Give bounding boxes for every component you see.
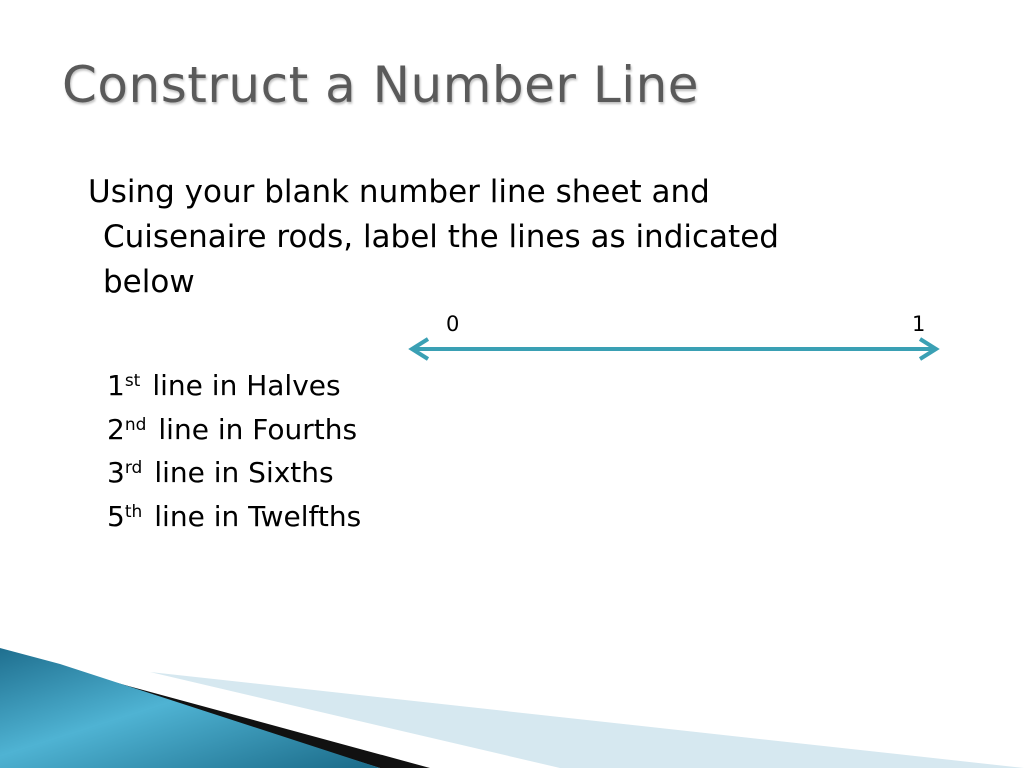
- item-number: 1: [107, 369, 125, 402]
- item-number: 5: [107, 499, 125, 533]
- item-text: line in Fourths: [158, 412, 358, 446]
- list-item: [107, 408, 361, 452]
- item-text: line in Halves: [152, 369, 341, 402]
- list-item: [107, 495, 361, 539]
- number-line-end-label: 1: [912, 312, 926, 336]
- instruction-list: [107, 364, 361, 538]
- item-number: 3: [107, 456, 125, 489]
- instructions-line: Cuisenaire rods, label the lines as indicated: [103, 219, 779, 255]
- instructions-text: [88, 170, 948, 305]
- item-number: 2: [107, 412, 125, 446]
- item-ordinal-suffix: th: [124, 501, 143, 522]
- instructions-line: below: [103, 264, 195, 300]
- item-ordinal-suffix: nd: [124, 414, 147, 435]
- instructions-line: Using your blank number line sheet and: [88, 174, 710, 210]
- slide-title: Construct a Number Line: [62, 56, 700, 114]
- item-ordinal-suffix: st: [124, 371, 141, 391]
- item-text: line in Twelfths: [154, 499, 362, 533]
- number-line-start-label: 0: [446, 312, 460, 336]
- number-line: [400, 332, 948, 366]
- list-item: [107, 364, 361, 408]
- item-ordinal-suffix: rd: [124, 458, 143, 478]
- item-text: line in Sixths: [154, 456, 334, 489]
- list-item: [107, 451, 361, 495]
